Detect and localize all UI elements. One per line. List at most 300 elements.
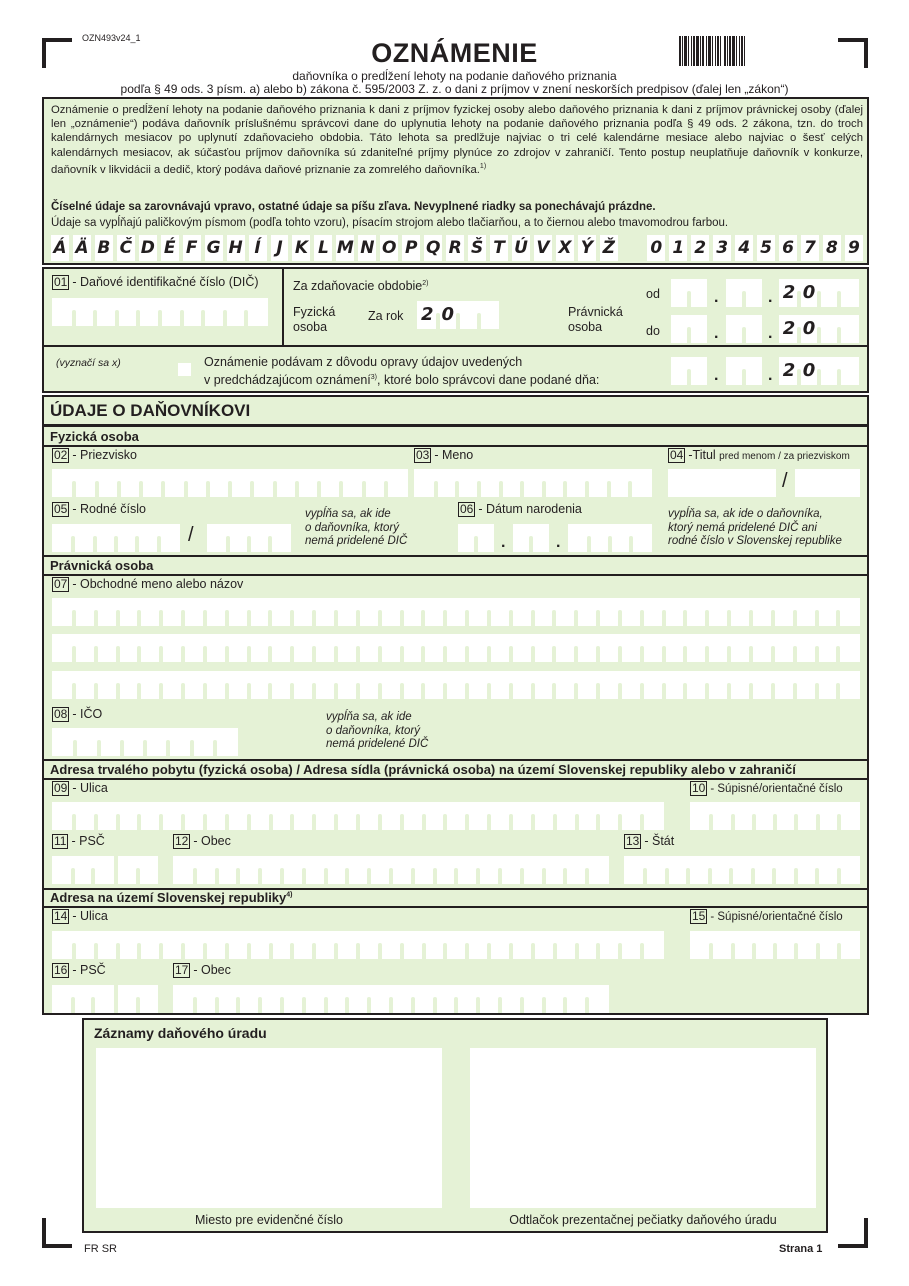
char-cell[interactable] xyxy=(642,634,664,662)
char-cell[interactable] xyxy=(73,524,94,552)
char-cell[interactable] xyxy=(773,671,795,699)
char-cell[interactable] xyxy=(478,856,500,884)
char-cell[interactable]: 0 xyxy=(799,357,819,385)
char-cell[interactable] xyxy=(642,671,664,699)
char-cell[interactable] xyxy=(818,802,839,830)
char-cell[interactable] xyxy=(117,298,139,326)
sk-postal-code-second-input[interactable] xyxy=(118,985,158,1013)
char-cell[interactable] xyxy=(598,598,620,626)
char-cell[interactable] xyxy=(751,634,773,662)
char-cell[interactable] xyxy=(554,634,576,662)
from-day-input[interactable] xyxy=(671,279,707,307)
char-cell[interactable] xyxy=(476,524,494,552)
char-cell[interactable] xyxy=(533,634,555,662)
char-cell[interactable] xyxy=(436,469,458,497)
char-cell[interactable] xyxy=(667,856,688,884)
char-cell[interactable] xyxy=(424,802,446,830)
char-cell[interactable] xyxy=(707,634,729,662)
char-cell[interactable] xyxy=(118,671,140,699)
to-day-input[interactable] xyxy=(671,315,707,343)
char-cell[interactable] xyxy=(195,985,217,1013)
char-cell[interactable] xyxy=(754,802,775,830)
char-cell[interactable] xyxy=(118,802,140,830)
correction-checkbox[interactable] xyxy=(178,363,191,376)
char-cell[interactable] xyxy=(270,671,292,699)
ico-input[interactable] xyxy=(52,728,238,756)
char-cell[interactable] xyxy=(93,985,114,1013)
char-cell[interactable] xyxy=(227,931,249,959)
char-cell[interactable] xyxy=(282,856,304,884)
street-input[interactable] xyxy=(52,802,664,830)
char-cell[interactable] xyxy=(139,931,161,959)
char-cell[interactable] xyxy=(744,315,762,343)
char-cell[interactable] xyxy=(95,298,117,326)
char-cell[interactable] xyxy=(249,524,270,552)
char-cell[interactable] xyxy=(336,671,358,699)
char-cell[interactable] xyxy=(402,598,424,626)
char-cell[interactable] xyxy=(838,671,860,699)
char-cell[interactable] xyxy=(183,598,205,626)
char-cell[interactable] xyxy=(664,598,686,626)
char-cell[interactable] xyxy=(297,469,319,497)
char-cell[interactable] xyxy=(292,634,314,662)
char-cell[interactable] xyxy=(271,931,293,959)
char-cell[interactable] xyxy=(500,985,522,1013)
char-cell[interactable] xyxy=(511,598,533,626)
sk-street-input[interactable] xyxy=(52,931,664,959)
char-cell[interactable] xyxy=(249,634,271,662)
char-cell[interactable] xyxy=(839,931,860,959)
char-cell[interactable] xyxy=(347,856,369,884)
char-cell[interactable] xyxy=(118,985,138,1013)
char-cell[interactable] xyxy=(796,931,817,959)
char-cell[interactable] xyxy=(818,931,839,959)
char-cell[interactable] xyxy=(733,802,754,830)
char-cell[interactable] xyxy=(587,856,609,884)
char-cell[interactable] xyxy=(817,671,839,699)
char-cell[interactable] xyxy=(729,598,751,626)
char-cell[interactable] xyxy=(208,469,230,497)
char-cell[interactable] xyxy=(817,598,839,626)
char-cell[interactable] xyxy=(819,357,839,385)
char-cell[interactable] xyxy=(587,469,609,497)
char-cell[interactable] xyxy=(260,985,282,1013)
char-cell[interactable] xyxy=(445,802,467,830)
char-cell[interactable] xyxy=(138,856,158,884)
business-name-line-1-input[interactable] xyxy=(52,598,860,626)
char-cell[interactable]: 0 xyxy=(799,315,819,343)
char-cell[interactable] xyxy=(423,598,445,626)
char-cell[interactable] xyxy=(52,598,74,626)
char-cell[interactable] xyxy=(435,985,457,1013)
char-cell[interactable] xyxy=(369,985,391,1013)
char-cell[interactable] xyxy=(161,598,183,626)
char-cell[interactable] xyxy=(445,931,467,959)
char-cell[interactable] xyxy=(217,856,239,884)
char-cell[interactable] xyxy=(145,728,168,756)
char-cell[interactable] xyxy=(533,931,555,959)
char-cell[interactable] xyxy=(364,469,386,497)
char-cell[interactable] xyxy=(168,728,191,756)
postal-code-first-input[interactable] xyxy=(52,856,114,884)
char-cell[interactable] xyxy=(96,598,118,626)
char-cell[interactable] xyxy=(96,634,118,662)
char-cell[interactable] xyxy=(249,802,271,830)
char-cell[interactable] xyxy=(182,298,204,326)
char-cell[interactable]: 2 xyxy=(782,360,796,381)
char-cell[interactable] xyxy=(554,598,576,626)
char-cell[interactable] xyxy=(205,671,227,699)
char-cell[interactable] xyxy=(565,985,587,1013)
char-cell[interactable] xyxy=(138,985,158,1013)
char-cell[interactable] xyxy=(52,931,74,959)
char-cell[interactable] xyxy=(645,856,666,884)
char-cell[interactable] xyxy=(249,598,271,626)
char-cell[interactable] xyxy=(744,357,762,385)
char-cell[interactable] xyxy=(620,634,642,662)
char-cell[interactable] xyxy=(336,802,358,830)
char-cell[interactable] xyxy=(195,856,217,884)
char-cell[interactable] xyxy=(609,469,631,497)
char-cell[interactable] xyxy=(97,469,119,497)
char-cell[interactable] xyxy=(817,634,839,662)
char-cell[interactable] xyxy=(489,931,511,959)
char-cell[interactable] xyxy=(118,598,140,626)
char-cell[interactable] xyxy=(664,671,686,699)
char-cell[interactable] xyxy=(689,315,707,343)
char-cell[interactable] xyxy=(138,298,160,326)
from-month-input[interactable] xyxy=(726,279,762,307)
char-cell[interactable] xyxy=(73,985,94,1013)
char-cell[interactable] xyxy=(292,931,314,959)
char-cell[interactable] xyxy=(183,931,205,959)
char-cell[interactable] xyxy=(314,931,336,959)
char-cell[interactable] xyxy=(501,469,523,497)
char-cell[interactable] xyxy=(467,634,489,662)
birth-month-input[interactable] xyxy=(513,524,549,552)
char-cell[interactable] xyxy=(161,931,183,959)
char-cell[interactable] xyxy=(642,802,664,830)
from-year-input[interactable] xyxy=(779,279,859,307)
char-cell[interactable] xyxy=(533,598,555,626)
char-cell[interactable] xyxy=(796,856,817,884)
char-cell[interactable] xyxy=(531,524,549,552)
char-cell[interactable] xyxy=(689,279,707,307)
char-cell[interactable] xyxy=(96,671,118,699)
char-cell[interactable] xyxy=(186,469,208,497)
char-cell[interactable] xyxy=(620,802,642,830)
char-cell[interactable] xyxy=(642,931,664,959)
char-cell[interactable] xyxy=(183,634,205,662)
postal-code-second-input[interactable] xyxy=(118,856,158,884)
char-cell[interactable] xyxy=(252,469,274,497)
char-cell[interactable] xyxy=(445,671,467,699)
char-cell[interactable] xyxy=(292,802,314,830)
char-cell[interactable] xyxy=(314,671,336,699)
char-cell[interactable] xyxy=(630,469,652,497)
char-cell[interactable] xyxy=(99,728,122,756)
char-cell[interactable] xyxy=(74,931,96,959)
house-number-input[interactable] xyxy=(690,802,860,830)
char-cell[interactable] xyxy=(555,931,577,959)
year-input[interactable] xyxy=(417,301,499,329)
char-cell[interactable] xyxy=(435,856,457,884)
char-cell[interactable] xyxy=(358,802,380,830)
char-cell[interactable] xyxy=(576,671,598,699)
char-cell[interactable] xyxy=(773,634,795,662)
char-cell[interactable] xyxy=(230,469,252,497)
to-year-input[interactable] xyxy=(779,315,859,343)
char-cell[interactable] xyxy=(52,728,75,756)
char-cell[interactable] xyxy=(238,856,260,884)
char-cell[interactable] xyxy=(52,469,74,497)
title-after-input[interactable] xyxy=(795,469,860,497)
char-cell[interactable]: 2 xyxy=(420,304,434,325)
char-cell[interactable] xyxy=(225,298,247,326)
char-cell[interactable] xyxy=(796,802,817,830)
char-cell[interactable] xyxy=(205,931,227,959)
char-cell[interactable] xyxy=(423,634,445,662)
char-cell[interactable] xyxy=(238,985,260,1013)
char-cell[interactable] xyxy=(139,598,161,626)
char-cell[interactable] xyxy=(203,298,225,326)
char-cell[interactable] xyxy=(414,469,436,497)
correction-day-input[interactable] xyxy=(671,357,707,385)
char-cell[interactable] xyxy=(74,298,96,326)
char-cell[interactable] xyxy=(707,671,729,699)
char-cell[interactable] xyxy=(380,671,402,699)
char-cell[interactable] xyxy=(774,856,795,884)
char-cell[interactable] xyxy=(544,856,566,884)
char-cell[interactable] xyxy=(52,856,73,884)
char-cell[interactable] xyxy=(819,315,839,343)
surname-input[interactable] xyxy=(52,469,408,497)
char-cell[interactable] xyxy=(489,634,511,662)
char-cell[interactable] xyxy=(139,634,161,662)
char-cell[interactable] xyxy=(751,671,773,699)
char-cell[interactable] xyxy=(119,469,141,497)
char-cell[interactable] xyxy=(707,598,729,626)
char-cell[interactable] xyxy=(73,856,94,884)
char-cell[interactable] xyxy=(690,931,711,959)
char-cell[interactable] xyxy=(479,301,500,329)
char-cell[interactable] xyxy=(576,598,598,626)
sk-house-number-input[interactable] xyxy=(690,931,860,959)
char-cell[interactable] xyxy=(161,671,183,699)
char-cell[interactable] xyxy=(292,671,314,699)
char-cell[interactable] xyxy=(511,802,533,830)
char-cell[interactable] xyxy=(589,524,610,552)
char-cell[interactable] xyxy=(839,802,860,830)
char-cell[interactable] xyxy=(555,802,577,830)
char-cell[interactable] xyxy=(577,802,599,830)
char-cell[interactable] xyxy=(227,634,249,662)
char-cell[interactable] xyxy=(533,671,555,699)
char-cell[interactable] xyxy=(173,856,195,884)
char-cell[interactable] xyxy=(52,985,73,1013)
char-cell[interactable] xyxy=(773,598,795,626)
char-cell[interactable] xyxy=(341,469,363,497)
char-cell[interactable] xyxy=(685,634,707,662)
char-cell[interactable] xyxy=(685,671,707,699)
char-cell[interactable] xyxy=(424,931,446,959)
char-cell[interactable] xyxy=(795,671,817,699)
char-cell[interactable] xyxy=(249,931,271,959)
char-cell[interactable] xyxy=(587,985,609,1013)
char-cell[interactable] xyxy=(817,856,838,884)
char-cell[interactable]: 0 xyxy=(438,301,459,329)
char-cell[interactable] xyxy=(183,802,205,830)
char-cell[interactable] xyxy=(402,802,424,830)
char-cell[interactable] xyxy=(163,469,185,497)
char-cell[interactable] xyxy=(249,671,271,699)
char-cell[interactable] xyxy=(159,524,180,552)
char-cell[interactable] xyxy=(52,298,74,326)
char-cell[interactable] xyxy=(467,598,489,626)
char-cell[interactable] xyxy=(141,469,163,497)
char-cell[interactable] xyxy=(413,856,435,884)
char-cell[interactable] xyxy=(710,856,731,884)
char-cell[interactable] xyxy=(751,598,773,626)
char-cell[interactable] xyxy=(544,469,566,497)
char-cell[interactable] xyxy=(118,856,138,884)
char-cell[interactable]: 0 xyxy=(799,279,819,307)
char-cell[interactable]: 2 xyxy=(782,282,796,303)
char-cell[interactable] xyxy=(336,634,358,662)
char-cell[interactable] xyxy=(304,856,326,884)
char-cell[interactable] xyxy=(292,598,314,626)
char-cell[interactable] xyxy=(456,856,478,884)
char-cell[interactable] xyxy=(183,671,205,699)
correction-month-input[interactable] xyxy=(726,357,762,385)
char-cell[interactable] xyxy=(96,931,118,959)
char-cell[interactable] xyxy=(52,524,73,552)
char-cell[interactable] xyxy=(839,357,859,385)
title-before-input[interactable] xyxy=(668,469,776,497)
char-cell[interactable] xyxy=(744,279,762,307)
char-cell[interactable] xyxy=(215,728,238,756)
char-cell[interactable] xyxy=(380,598,402,626)
char-cell[interactable] xyxy=(445,634,467,662)
char-cell[interactable] xyxy=(139,802,161,830)
char-cell[interactable] xyxy=(173,985,195,1013)
char-cell[interactable] xyxy=(565,469,587,497)
to-month-input[interactable] xyxy=(726,315,762,343)
char-cell[interactable] xyxy=(576,634,598,662)
char-cell[interactable] xyxy=(74,671,96,699)
char-cell[interactable] xyxy=(358,931,380,959)
char-cell[interactable] xyxy=(610,524,631,552)
char-cell[interactable] xyxy=(228,524,249,552)
char-cell[interactable] xyxy=(544,985,566,1013)
dic-input[interactable] xyxy=(52,298,268,326)
char-cell[interactable] xyxy=(139,671,161,699)
char-cell[interactable] xyxy=(598,671,620,699)
char-cell[interactable] xyxy=(775,931,796,959)
char-cell[interactable] xyxy=(729,671,751,699)
char-cell[interactable] xyxy=(688,856,709,884)
char-cell[interactable] xyxy=(369,856,391,884)
correction-year-input[interactable] xyxy=(779,357,859,385)
char-cell[interactable] xyxy=(467,671,489,699)
char-cell[interactable] xyxy=(118,634,140,662)
char-cell[interactable] xyxy=(733,931,754,959)
char-cell[interactable] xyxy=(227,671,249,699)
char-cell[interactable] xyxy=(642,598,664,626)
char-cell[interactable] xyxy=(620,671,642,699)
char-cell[interactable] xyxy=(624,856,645,884)
char-cell[interactable] xyxy=(207,524,228,552)
char-cell[interactable] xyxy=(839,279,859,307)
business-name-line-2-input[interactable] xyxy=(52,634,860,662)
char-cell[interactable] xyxy=(402,671,424,699)
char-cell[interactable] xyxy=(160,298,182,326)
char-cell[interactable] xyxy=(282,985,304,1013)
char-cell[interactable] xyxy=(75,728,98,756)
country-input[interactable] xyxy=(624,856,860,884)
char-cell[interactable] xyxy=(227,802,249,830)
char-cell[interactable] xyxy=(319,469,341,497)
char-cell[interactable] xyxy=(754,931,775,959)
birth-day-input[interactable] xyxy=(458,524,494,552)
char-cell[interactable] xyxy=(137,524,158,552)
birth-number-second-input[interactable] xyxy=(207,524,291,552)
char-cell[interactable] xyxy=(52,802,74,830)
char-cell[interactable] xyxy=(445,598,467,626)
char-cell[interactable] xyxy=(227,598,249,626)
char-cell[interactable] xyxy=(522,469,544,497)
char-cell[interactable] xyxy=(620,931,642,959)
char-cell[interactable] xyxy=(838,634,860,662)
char-cell[interactable] xyxy=(479,469,501,497)
char-cell[interactable] xyxy=(511,931,533,959)
char-cell[interactable] xyxy=(74,469,96,497)
char-cell[interactable] xyxy=(93,856,114,884)
char-cell[interactable] xyxy=(205,598,227,626)
char-cell[interactable] xyxy=(554,671,576,699)
char-cell[interactable] xyxy=(685,598,707,626)
char-cell[interactable] xyxy=(457,469,479,497)
char-cell[interactable] xyxy=(270,524,291,552)
char-cell[interactable] xyxy=(413,985,435,1013)
char-cell[interactable] xyxy=(478,985,500,1013)
char-cell[interactable] xyxy=(729,634,751,662)
char-cell[interactable] xyxy=(402,634,424,662)
char-cell[interactable] xyxy=(467,931,489,959)
char-cell[interactable] xyxy=(775,802,796,830)
char-cell[interactable] xyxy=(489,598,511,626)
char-cell[interactable] xyxy=(314,634,336,662)
char-cell[interactable] xyxy=(565,856,587,884)
char-cell[interactable] xyxy=(795,634,817,662)
char-cell[interactable] xyxy=(489,802,511,830)
char-cell[interactable] xyxy=(568,524,589,552)
char-cell[interactable] xyxy=(819,279,839,307)
char-cell[interactable] xyxy=(380,634,402,662)
char-cell[interactable] xyxy=(326,985,348,1013)
char-cell[interactable] xyxy=(314,598,336,626)
char-cell[interactable] xyxy=(731,856,752,884)
char-cell[interactable] xyxy=(839,856,860,884)
char-cell[interactable] xyxy=(358,598,380,626)
first-name-input[interactable] xyxy=(414,469,652,497)
char-cell[interactable] xyxy=(522,856,544,884)
char-cell[interactable] xyxy=(620,598,642,626)
char-cell[interactable] xyxy=(326,856,348,884)
birth-year-input[interactable] xyxy=(568,524,652,552)
city-input[interactable] xyxy=(173,856,609,884)
char-cell[interactable] xyxy=(711,931,732,959)
